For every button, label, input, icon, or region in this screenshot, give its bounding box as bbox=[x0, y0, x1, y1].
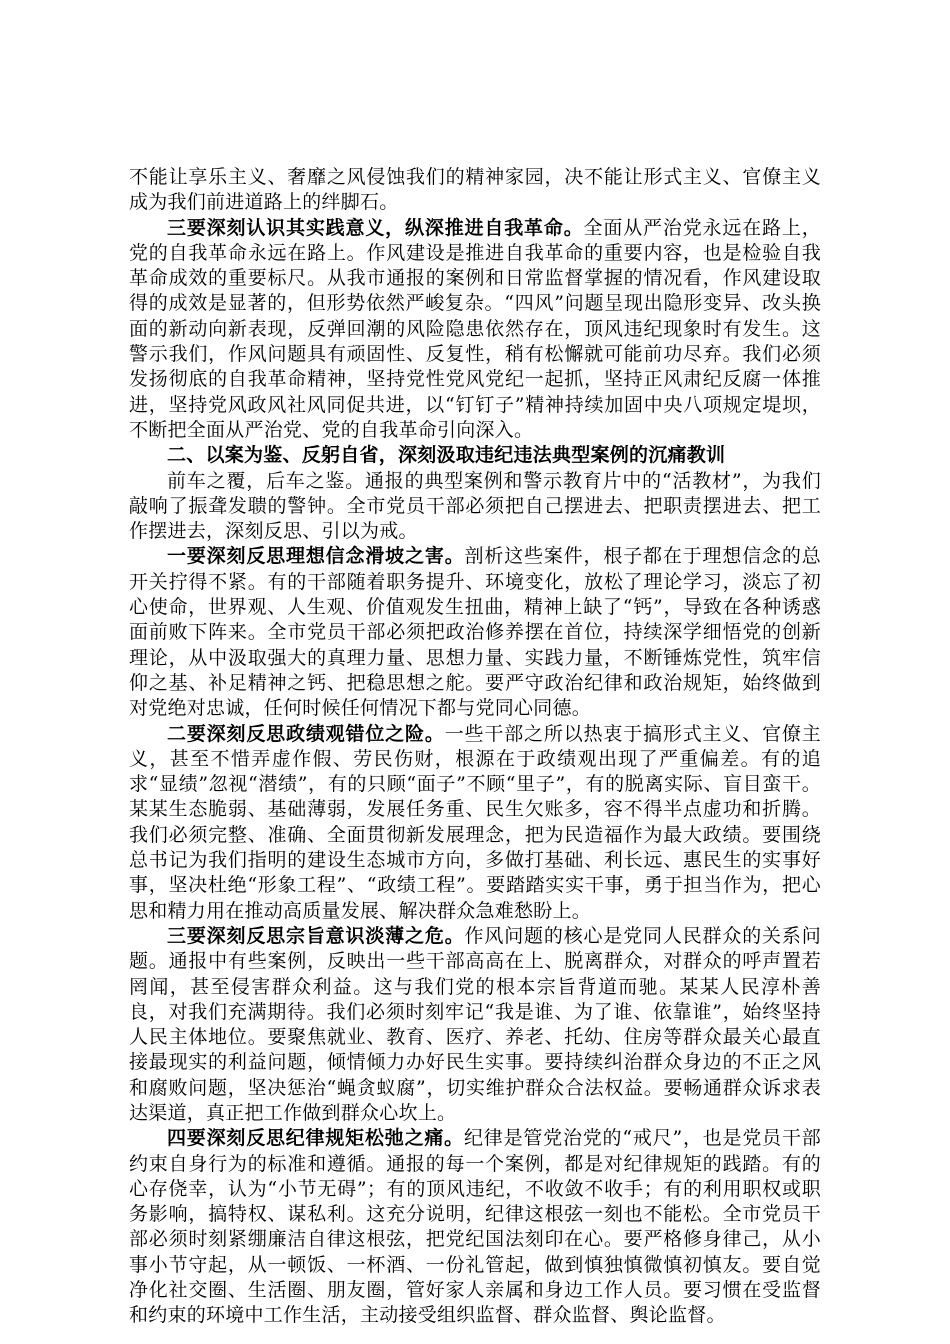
paragraph-body: 一些干部之所以热衷于搞形式主义、官僚主义，甚至不惜弄虚作假、劳民伤财，根源在于政绩观出现了严重偏差。有的追求“显绩”忽视“潜绩”，有的只顾“面子”不顾“里子”，有的脱离实际、盲目蛮干。某某生态脆弱、基础薄弱，发展任务重、民生欠账多，容不得半点虚功和折腾。我们必须完整、准确、全面贯彻新发展理念，把为民造福作为最大政绩。要围绕总书记为我们指明的建设生态城市方向，多做打基础、利长远、惠民生的实事好事，坚决杜绝“形象工程”、“政绩工程”。要踏踏实实干事，勇于担当作为，把心思和精力用在推动高质量发展、解决群众急难愁盼上。 bbox=[129, 722, 821, 922]
paragraph-ideals-beliefs bbox=[129, 544, 821, 721]
paragraph-lead: 四要深刻反思纪律规矩松弛之痛。 bbox=[167, 1127, 464, 1150]
section-heading: 二、以案为鉴、反躬自省，深刻汲取违纪违法典型案例的沉痛教训 bbox=[167, 444, 726, 467]
paragraph-body: 全面从严治党永远在路上，党的自我革命永远在路上。作风建设是推进自我革命的重要内容，也是检验自我革命成效的重要标尺。从我市通报的案例和日常监督掌握的情况看，作风建设取得的成效是显著的，但形势依然严峻复杂。“四风”问题呈现出隐形变异、改头换面的新动向新表现，反弹回潮的风险隐患依然存在，顶风违纪现象时有发生。这警示我们，作风问题具有顽固性、反复性，稍有松懈就可能前功尽弃。我们必须发扬彻底的自我革命精神，坚持党性党风党纪一起抓，坚持正风肃纪反腐一体推进，坚持党风政风社风同促共进，以“钉钉子”精神持续加固中央八项规定堤坝，不断把全面从严治党、党的自我革命引向深入。 bbox=[129, 216, 821, 441]
paragraph-body: 纪律是管党治党的“戒尺”，也是党员干部约束自身行为的标准和遵循。通报的每一个案例，都是对纪律规矩的践踏。有的心存侥幸，认为“小节无碍”；有的顶风违纪，不收敛不收手；有的利用职权或职务影响，搞特权、谋私利。这充分说明，纪律这根弦一刻也不能松。全市党员干部必须时刻紧绷廉洁自律这根弦，把党纪国法刻印在心。要严格修身律己，从小事小节守起，从一顿饭、一杯酒、一份礼管起，做到慎独慎微慎初慎友。要自觉净化社交圈、生活圈、朋友圈，管好家人亲属和身边工作人员。要习惯在受监督和约束的环境中工作生活，主动接受组织监督、群众监督、舆论监督。 bbox=[129, 1127, 821, 1327]
paragraph-purpose-awareness bbox=[129, 924, 821, 1126]
paragraph-lead: 一要深刻反思理想信念滑坡之害。 bbox=[167, 545, 465, 568]
paragraph-lead: 三要深刻反思宗旨意识淡薄之危。 bbox=[167, 924, 465, 947]
paragraph-continuation: 不能让享乐主义、奢靡之风侵蚀我们的精神家园，决不能让形式主义、官僚主义成为我们前进道路上的绊脚石。 bbox=[129, 166, 821, 214]
paragraph-lead: 三要深刻认识其实践意义，纵深推进自我革命。 bbox=[167, 216, 584, 239]
paragraph-intro: 前车之覆，后车之鉴。通报的典型案例和警示教育片中的“活教材”，为我们敲响了振聋发聩的警钟。全市党员干部必须把自己摆进去、把职责摆进去、把工作摆进去，深刻反思、引以为戒。 bbox=[129, 469, 821, 543]
paragraph-performance-view bbox=[129, 722, 821, 924]
paragraph-body: 作风问题的核心是党同人民群众的关系问题。通报中有些案例，反映出一些干部高高在上、脱离群众，对群众的呼声置若罔闻，甚至侵害群众利益。这与我们党的根本宗旨背道而驰。某某人民淳朴善良，对我们充满期待。我们必须时刻牢记“我是谁、为了谁、依靠谁”，始终坚持人民主体地位。要聚焦就业、教育、医疗、养老、托幼、住房等群众最关心最直接最现实的利益问题，倾情倾力办好民生实事。要持续纠治群众身边的不正之风和腐败问题，坚决惩治“蝇贪蚁腐”，切实维护群众合法权益。要畅通群众诉求表达渠道，真正把工作做到群众心坎上。 bbox=[129, 924, 821, 1124]
document-body bbox=[129, 165, 821, 1329]
paragraph-body: 剖析这些案件，根子都在于理想信念的总开关拧得不紧。有的干部随着职务提升、环境变化，放松了理论学习，淡忘了初心使命，世界观、人生观、价值观发生扭曲，精神上缺了“钙”，导致在各种诱惑面前败下阵来。全市党员干部必须把政治修养摆在首位，持续深学细悟党的创新理论，从中汲取强大的真理力量、思想力量、实践力量，不断锤炼党性，筑牢信仰之基、补足精神之钙、把稳思想之舵。要严守政治纪律和政治规矩，始终做到对党绝对忠诚，任何时候任何情况下都与党同心同德。 bbox=[129, 545, 821, 720]
paragraph-lead: 二要深刻反思政绩观错位之险。 bbox=[167, 722, 445, 745]
paragraph-discipline-rules bbox=[129, 1126, 821, 1328]
paragraph-practice-significance bbox=[129, 216, 821, 444]
